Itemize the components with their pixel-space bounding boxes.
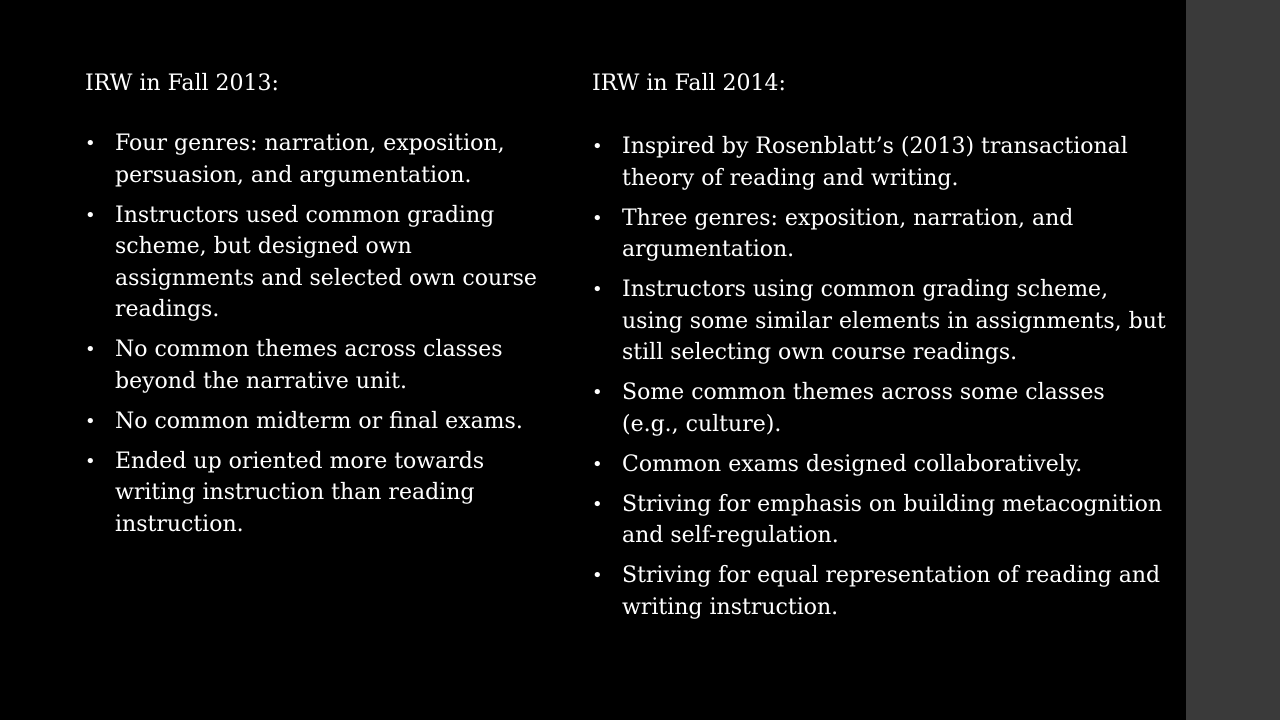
bullet-item bbox=[592, 274, 1167, 369]
bullet-icon: • bbox=[592, 565, 603, 586]
bullet-item bbox=[592, 377, 1167, 440]
bullet-icon: • bbox=[85, 204, 96, 226]
bullet-item bbox=[592, 489, 1167, 552]
bullet-icon: • bbox=[592, 279, 603, 300]
side-bar bbox=[1186, 0, 1280, 720]
bullet-text: No common midterm or final exams. bbox=[115, 408, 523, 434]
bullet-item bbox=[85, 406, 555, 438]
bullet-text: Striving for emphasis on building metacognition and self-regulation. bbox=[622, 491, 1163, 548]
bullet-text: Instructors used common grading scheme, but designed own assignments and selected own course readings. bbox=[115, 202, 537, 322]
bullet-icon: • bbox=[592, 207, 603, 229]
bullet-item bbox=[592, 449, 1167, 481]
bullet-item bbox=[592, 203, 1167, 266]
bullet-text: No common themes across classes beyond the narrative unit. bbox=[115, 337, 503, 394]
bullet-text: Inspired by Rosenblatt’s (2013) transactional theory of reading and writing. bbox=[622, 134, 1128, 191]
bullet-text: Striving for equal representation of reading and writing instruction. bbox=[622, 563, 1161, 620]
bullet-text: Some common themes across some classes (e.g., culture). bbox=[622, 380, 1105, 437]
right-column-heading: IRW in Fall 2014: bbox=[592, 71, 786, 96]
bullet-item bbox=[85, 446, 555, 541]
bullet-item bbox=[85, 128, 555, 191]
left-column-list bbox=[85, 128, 555, 549]
bullet-icon: • bbox=[592, 382, 603, 403]
bullet-icon: • bbox=[85, 339, 96, 360]
right-column-list bbox=[592, 131, 1167, 632]
bullet-text: Instructors using common grading scheme, using some similar elements in assignments, but still selecting own course readings. bbox=[622, 277, 1166, 365]
bullet-item bbox=[85, 334, 555, 397]
bullet-icon: • bbox=[85, 133, 96, 154]
bullet-icon: • bbox=[592, 493, 603, 515]
bullet-item bbox=[85, 200, 555, 326]
bullet-item bbox=[592, 131, 1167, 194]
bullet-icon: • bbox=[592, 453, 603, 475]
left-column-heading: IRW in Fall 2013: bbox=[85, 71, 279, 96]
bullet-text: Ended up oriented more towards writing instruction than reading instruction. bbox=[115, 448, 485, 537]
bullet-text: Three genres: exposition, narration, and argumentation. bbox=[622, 205, 1074, 262]
bullet-text: Common exams designed collaboratively. bbox=[622, 451, 1083, 477]
bullet-icon: • bbox=[85, 450, 96, 472]
bullet-item bbox=[592, 560, 1167, 623]
bullet-icon: • bbox=[592, 136, 603, 157]
bullet-icon: • bbox=[85, 410, 96, 432]
bullet-text: Four genres: narration, exposition, persuasion, and argumentation. bbox=[115, 131, 505, 188]
